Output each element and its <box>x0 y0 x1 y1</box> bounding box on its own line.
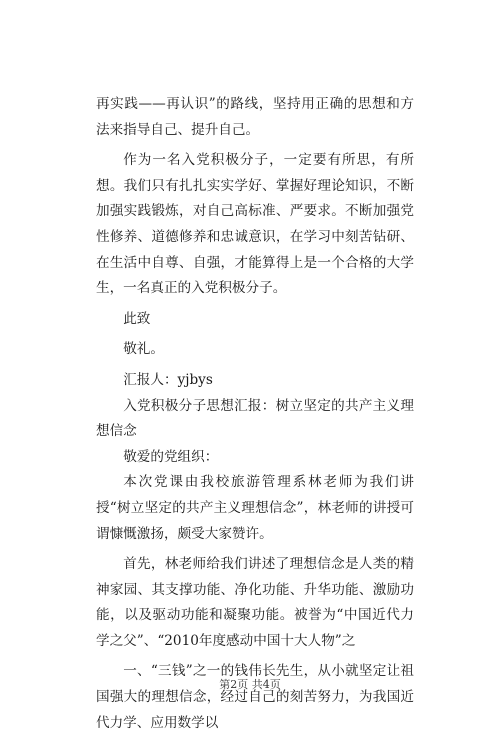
paragraph-ideals-functions: 首先，林老师给我们讲述了理想信念是人类的精神家园、其支撑功能、净化功能、升华功能、激励功能，以及驱动功能和凝聚功能。被誉为“中国近代力学之父”、“2010年度感动中国十大人物”之 <box>96 556 414 649</box>
paragraph-activist-duty: 作为一名入党积极分子，一定要有所思，有所想。我们只有扎扎实实学好、掌握好理论知识，不断加强实践锻炼，对自己高标准、严要求。不断加强党性修养、道德修养和忠诚意识，在学习中刻苦钻研、在生活中自尊、自强，才能算得上是一个合格的大学生，一名真正的入党积极分子。 <box>96 152 414 297</box>
paragraph-continuation: 再实践——再认识”的路线，坚持用正确的思想和方法来指导自己、提升自己。 <box>96 96 414 138</box>
page-number-footer: 第2页 共4页 <box>219 678 281 691</box>
reporter-line: 汇报人：yjbys <box>123 371 213 388</box>
closing-regards: 敬礼。 <box>123 341 164 358</box>
greeting-line: 敬爱的党组织： <box>123 448 219 465</box>
closing-salutation: 此致 <box>123 310 151 327</box>
document-body <box>96 92 414 736</box>
paragraph-party-lecture: 本次党课由我校旅游管理系林老师为我们讲授“树立坚定的共产主义理想信念”，林老师的讲授可谓慷慨激扬，颇受大家赞许。 <box>96 474 414 542</box>
report-title: 入党积极分子思想汇报：树立坚定的共产主义理想信念 <box>96 397 414 440</box>
paragraph-qian-weichang: 一、“三钱”之一的钱伟长先生，从小就坚定让祖国强大的理想信念，经过自己的刻苦努力，为我国近代力学、应用数学以 <box>96 663 414 731</box>
